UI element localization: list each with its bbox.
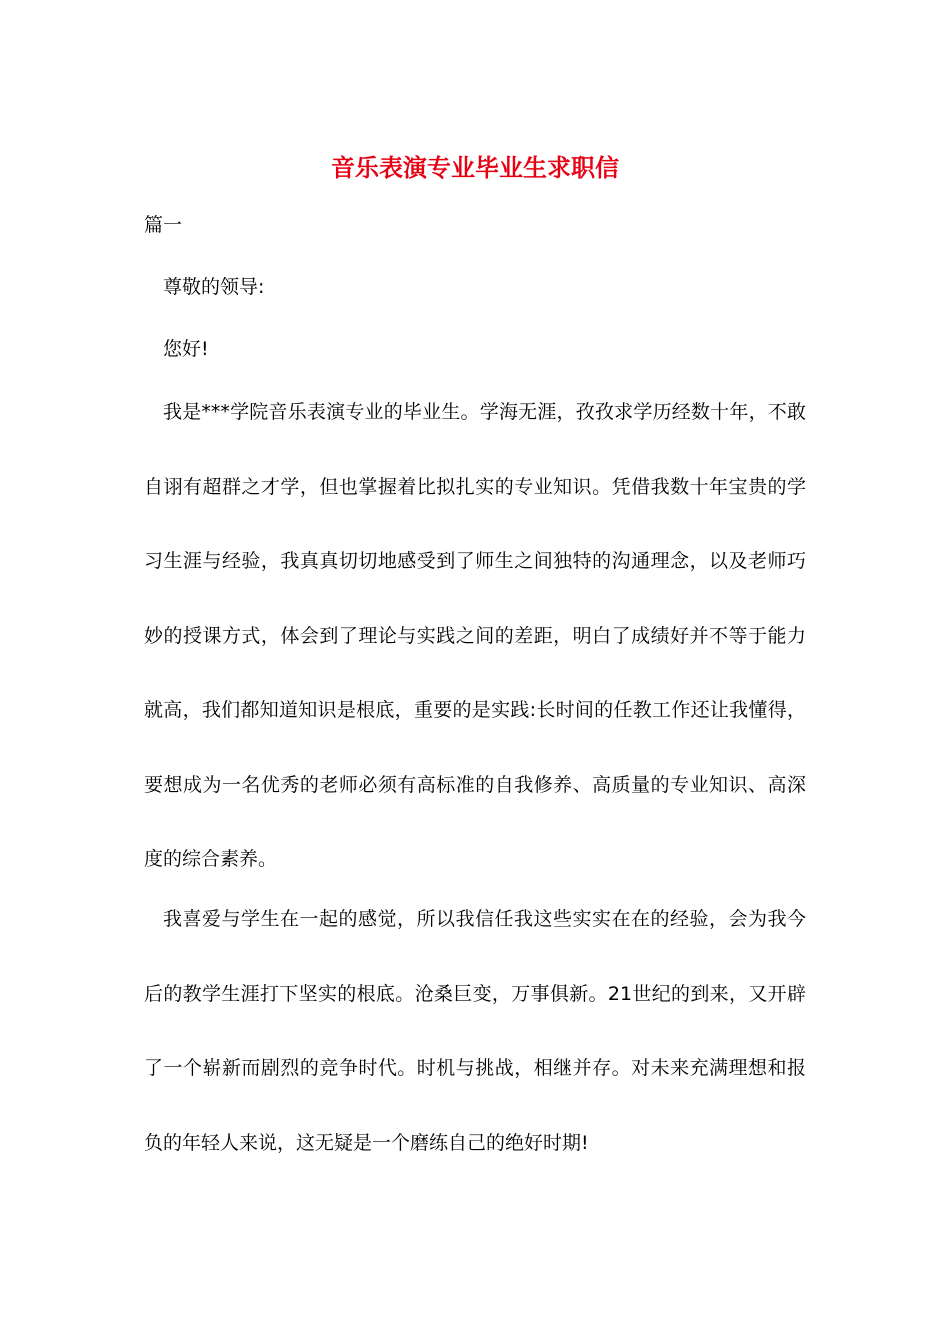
document-title: 音乐表演专业毕业生求职信 (331, 153, 619, 182)
salutation: 尊敬的领导: (163, 276, 265, 298)
greeting: 您好! (163, 338, 209, 360)
body-paragraph: 我喜爱与学生在一起的感觉，所以我信任我这些实实在在的经验，会为我今后的教学生涯打下坚实的根底。沧桑巨变，万事俱新。21世纪的到来，又开辟了一个崭新而剧烈的竞争时代。时机与挑战，相继并存。对未来充满理想和报负的年轻人来说，这无疑是一个磨练自己的绝好时期! (144, 908, 806, 1154)
body-paragraph: 我是***学院音乐表演专业的毕业生。学海无涯，孜孜求学历经数十年，不敢自诩有超群之才学，但也掌握着比拟扎实的专业知识。凭借我数十年宝贵的学习生涯与经验，我真真切切地感受到了师生之间独特的沟通理念，以及老师巧妙的授课方式，体会到了理论与实践之间的差距，明白了成绩好并不等于能力就高，我们都知道知识是根底，重要的是实践:长时间的任教工作还让我懂得，要想成为一名优秀的老师必须有高标准的自我修养、高质量的专业知识、高深度的综合素养。 (144, 401, 806, 870)
section-label: 篇一 (144, 214, 183, 236)
